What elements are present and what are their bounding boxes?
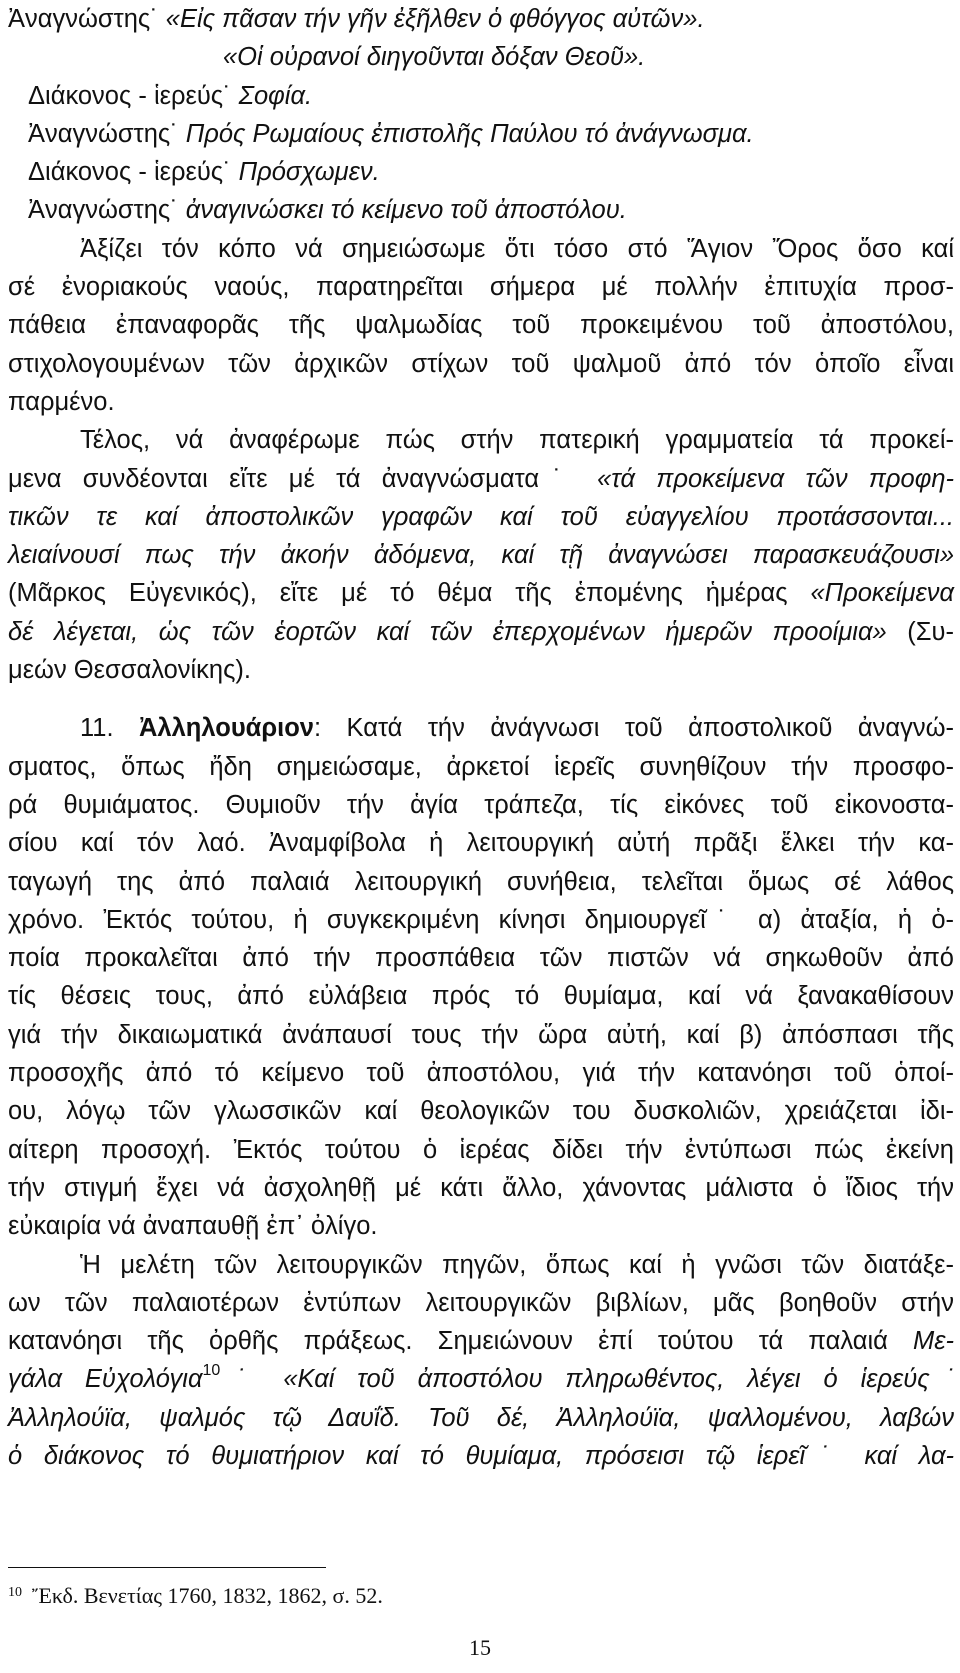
paragraph-gap <box>8 689 954 709</box>
paragraph-line: εὐκαιρία νά ἀναπαυθῇ ἐπ᾽ ὀλίγο. <box>8 1212 378 1241</box>
page-number: 15 <box>469 1635 491 1660</box>
footnote-text: Ἔκδ. Βενετίας 1760, 1832, 1862, σ. 52. <box>32 1583 383 1608</box>
section-heading-line <box>8 709 954 747</box>
dialogue-text: Σοφία. <box>238 81 313 110</box>
dialogue-line <box>8 191 954 229</box>
paragraph-line: στιχολογουμένων τῶν ἀρχικῶν στίχων τοῦ ψαλμοῦ ἀπό τόν ὁποῖο εἶναι <box>8 349 954 378</box>
dialogue-line <box>8 153 954 191</box>
text-run: : Κατά τήν ἀνάγνωσι τοῦ ἀποστολικοῦ ἀναγνώ- <box>313 714 954 743</box>
paragraph-line: μεών Θεσσαλονίκης). <box>8 656 251 685</box>
quote-run: ὁ διάκονος τό θυμιατήριον καί τό θυμίαμα, πρόσεισι τῷ ἱερεῖ˙ καί λα- <box>8 1441 954 1470</box>
section-heading: Ἀλληλουάριον <box>139 714 314 743</box>
text-run: (Συ- <box>886 617 954 646</box>
paragraph-line: ων τῶν παλαιοτέρων ἐντύπων λειτουργικῶν βιβλίων, μᾶς βοηθοῦν στήν <box>8 1288 954 1317</box>
speaker-label: Ἀναγνώστης˙ <box>28 196 186 225</box>
dialogue-text: Πρός Ρωμαίους ἐπιστολῆς Παύλου τό ἀνάγνωσμα. <box>185 119 754 148</box>
paragraph-line: προσοχῆς ἀπό τό κείμενο τοῦ ἀποστόλου, γιά τήν κατανόησι τοῦ ὁποί- <box>8 1059 954 1088</box>
paragraph-line: ποία προκαλεῖται ἀπό τήν προσπάθεια τῶν πιστῶν νά σηκωθοῦν ἀπό <box>8 944 954 973</box>
paragraph-line: Ἡ μελέτη τῶν λειτουργικῶν πηγῶν, ὅπως καί ἡ γνῶσι τῶν διατάξε- <box>80 1250 954 1279</box>
dialogue-line <box>8 38 954 76</box>
paragraph-line <box>8 536 954 574</box>
paragraph-line: παρμένο. <box>8 387 115 416</box>
quote-run: «τά προκείμενα τῶν προφη- <box>597 464 954 493</box>
text-run: (Μᾶρκος Εὐγενικός), εἴτε μέ τό θέμα τῆς ἑπομένης ἡμέρας <box>8 579 811 608</box>
paragraph-line <box>8 460 954 498</box>
quote-run: τικῶν τε καί ἀποστολικῶν γραφῶν καί τοῦ εὐαγγελίου προτάσσονται... <box>8 502 954 531</box>
quote-run: γάλα Εὐχολόγια <box>8 1365 203 1394</box>
paragraph-line: ου, λόγῳ τῶν γλωσσικῶν καί θεολογικῶν του δυσκολιῶν, χρειάζεται ἰδι- <box>8 1097 954 1126</box>
speaker-label: Διάκονος - ἱερεύς˙ <box>28 81 239 110</box>
paragraph-line: Τέλος, νά ἀναφέρωμε πώς στήν πατερική γραμματεία τά προκεί- <box>80 426 954 455</box>
paragraph-line: τήν στιγμή ἔχει νά ἀσχοληθῇ μέ κάτι ἄλλο, χάνοντας μάλιστα ὁ ἴδιος τήν <box>8 1173 954 1202</box>
paragraph-line: Ἀξίζει τόν κόπο νά σημειώσωμε ὅτι τόσο στό Ἅγιον Ὄρος ὅσο καί <box>80 234 954 263</box>
paragraph-line <box>8 574 954 612</box>
dialogue-text: ἀναγινώσκει τό κείμενο τοῦ ἀποστόλου. <box>185 196 627 225</box>
paragraph-line: ταγωγή της ἀπό παλαιά λειτουργική συνήθεια, τελεῖται ὅμως σέ λάθος <box>8 867 954 896</box>
paragraph-line: χρόνο. Ἐκτός τούτου, ἡ συγκεκριμένη κίνησι δημιουργεῖ˙ α) ἀταξία, ἡ ὁ- <box>8 905 954 934</box>
text-run: μενα συνδέονται εἴτε μέ τά ἀναγνώσματα˙ <box>8 464 598 493</box>
quote-run: Ἀλληλούϊα, ψαλμός τῷ Δαυΐδ. Τοῦ δέ, Ἀλληλούϊα, ψαλλομένου, λαβών <box>8 1403 954 1432</box>
paragraph-line: τίς θέσεις τους, ἀπό εὐλάβεια πρός τό θυμίαμα, καί νά ξανακαθίσουν <box>8 982 954 1011</box>
paragraph-line <box>8 498 954 536</box>
footnote-reference: 10 <box>202 1362 221 1380</box>
paragraph-line: σματος, ὅπως ἤδη σημειώσαμε, ἀρκετοί ἱερεῖς συνηθίζουν τήν προσφο- <box>8 752 954 781</box>
speaker-label: Ἀναγνώστης˙ <box>28 119 186 148</box>
dialogue-line <box>8 115 954 153</box>
dialogue-text: «Εἰς πᾶσαν τήν γῆν ἐξῆλθεν ὁ φθόγγος αὐτῶν». <box>165 5 705 33</box>
paragraph-line <box>8 1399 954 1437</box>
dialogue-text: «Οἱ οὐρανοί διηγοῦνται δόξαν Θεοῦ». <box>223 43 646 72</box>
speaker-label: Διάκονος - ἱερεύς˙ <box>28 158 239 187</box>
paragraph-line <box>8 1322 954 1360</box>
quote-run: λειαίνουσί πως τήν ἀκοήν ἀδόμενα, καί τῇ ἀναγνώσει παρασκευάζουσι» <box>8 541 954 570</box>
footnote <box>8 1582 708 1610</box>
dialogue-line <box>8 0 954 38</box>
paragraph-line <box>8 613 954 651</box>
quote-run: ˙ «Καί τοῦ ἀποστόλου πληρωθέντος, λέγει ὁ ἱερεύς˙ <box>220 1365 954 1394</box>
dialogue-line <box>8 77 954 115</box>
footnote-number: 10 <box>8 1585 22 1600</box>
speaker-label: Ἀναγνώστης˙ <box>8 5 166 33</box>
paragraph-line: σίου καί τόν λαό. Ἀναμφίβολα ἡ λειτουργική αὐτή πρᾶξι ἕλκει τήν κα- <box>8 829 954 858</box>
quote-run: δέ λέγεται, ὡς τῶν ἑορτῶν καί τῶν ἐπερχομένων ἡμερῶν προοίμια» <box>8 617 887 646</box>
paragraph-line: σέ ἐνοριακούς ναούς, παρατηρεῖται σήμερα μέ πολλήν ἐπιτυχία προσ- <box>8 273 954 302</box>
paragraph-line <box>8 1437 954 1475</box>
paragraph-line: ρά θυμιάματος. Θυμιοῦν τήν ἁγία τράπεζα, τίς εἰκόνες τοῦ εἰκονοστα- <box>8 790 954 819</box>
paragraph-line: αίτερη προσοχή. Ἐκτός τούτου ὁ ἱερέας δίδει τήν ἐντύπωσι πώς ἐκείνη <box>8 1135 954 1164</box>
quote-run: «Προκείμενα <box>810 579 954 608</box>
main-text <box>8 0 954 1475</box>
paragraph-line <box>8 1360 954 1398</box>
dialogue-text: Πρόσχωμεν. <box>238 158 380 187</box>
paragraph-line: γιά τήν δικαιωματικά ἀνάπαυσί τους τήν ὥρα αὐτή, καί β) ἀπόσπασι τῆς <box>8 1020 954 1049</box>
footnote-divider <box>8 1567 326 1568</box>
paragraph-line: πάθεια ἐπαναφορᾶς τῆς ψαλμωδίας τοῦ προκειμένου τοῦ ἀποστόλου, <box>8 311 954 340</box>
quote-run: Με- <box>913 1327 954 1356</box>
text-run: κατανόησι τῆς ὀρθῆς πράξεως. Σημειώνουν ἐπί τούτου τά παλαιά <box>8 1327 914 1356</box>
section-number: 11. <box>80 714 140 743</box>
